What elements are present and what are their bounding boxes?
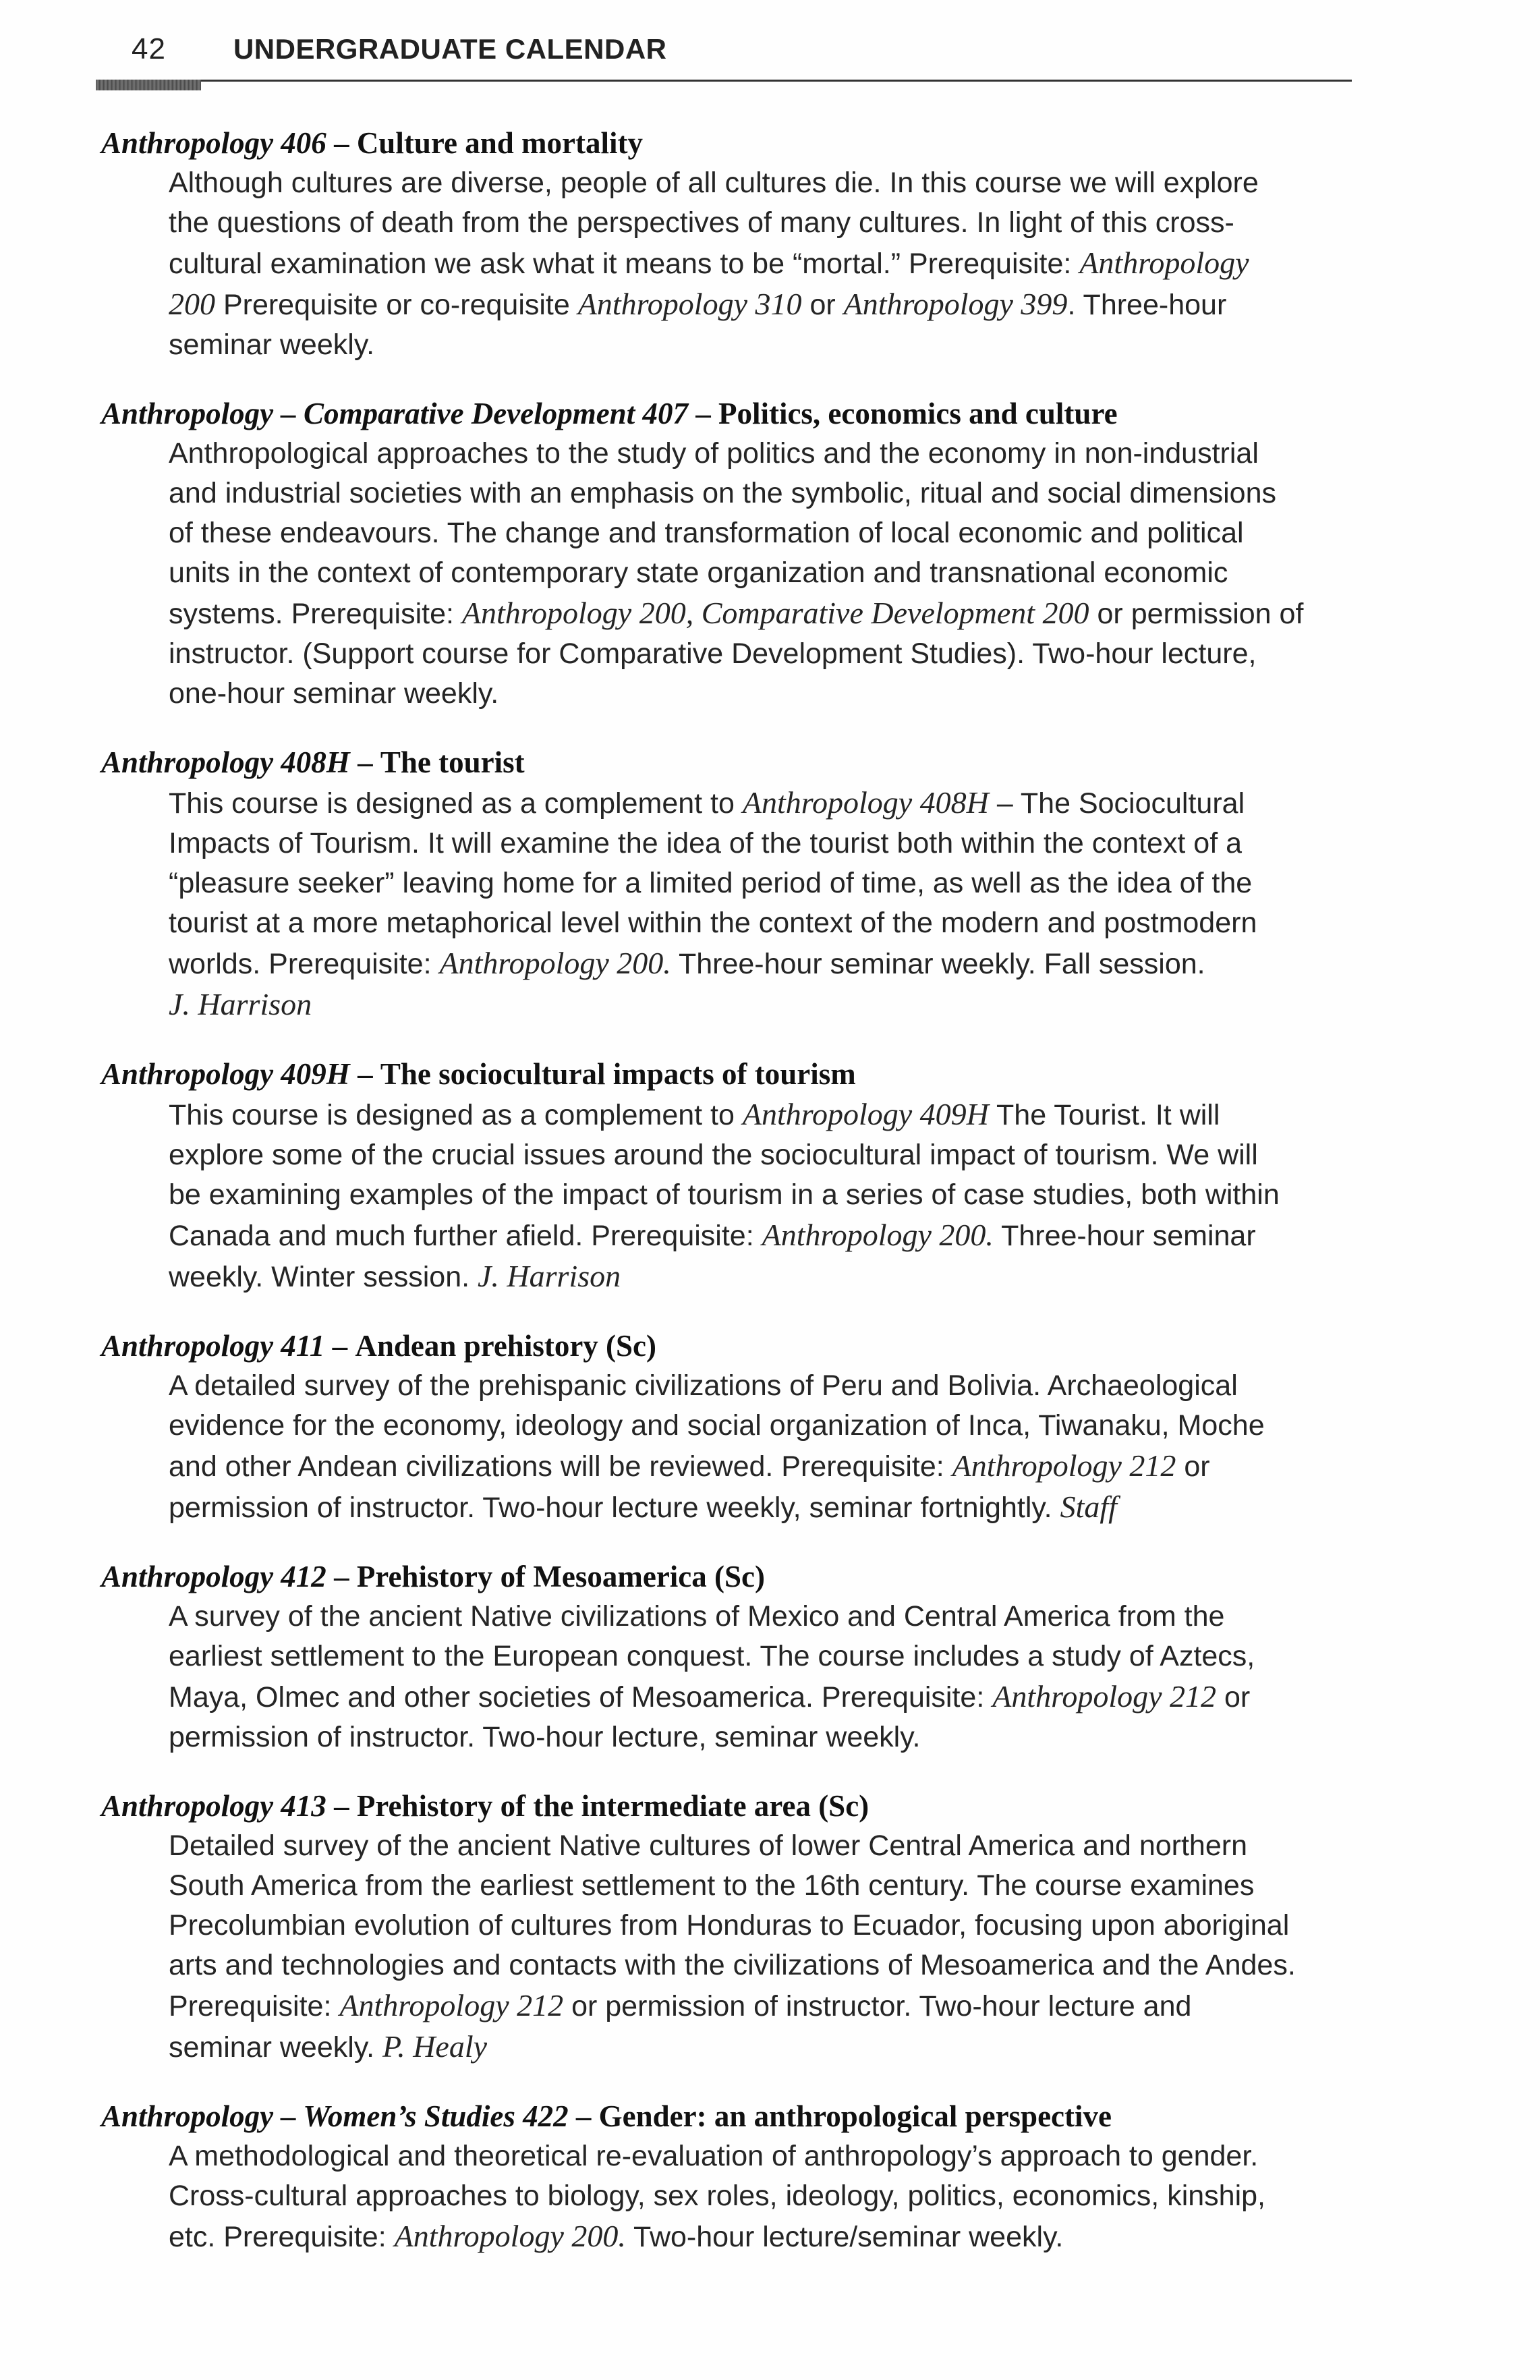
description-text: evidence for the economy, ideology and social organization of Inca, Tiwanaku, Moche <box>169 1409 1265 1442</box>
course-description <box>169 1826 1363 2068</box>
description-text: Three-hour seminar <box>993 1220 1256 1252</box>
description-text: Two-hour lecture/seminar weekly. <box>625 2221 1064 2253</box>
description-line <box>169 325 1363 365</box>
description-text: explore some of the crucial issues around the sociocultural impact of tourism. We will <box>169 1139 1258 1171</box>
course-dash: – <box>332 1329 348 1363</box>
description-text: A detailed survey of the prehispanic civilizations of Peru and Bolivia. Archaeological <box>169 1369 1238 1402</box>
description-line <box>169 2027 1363 2068</box>
description-text: or <box>1216 1681 1251 1713</box>
description-text: Precolumbian evolution of cultures from Honduras to Ecuador, focusing upon aboriginal <box>169 1909 1290 1942</box>
description-line <box>169 474 1363 513</box>
description-text: Prerequisite or co-requisite <box>215 289 578 321</box>
description-text: This course is designed as a complement to <box>169 787 743 820</box>
course-title: Prehistory of the intermediate area (Sc) <box>356 1789 869 1823</box>
description-line <box>169 1175 1363 1215</box>
course-heading <box>101 1054 1363 1094</box>
italic-reference: Anthropology 399 <box>843 287 1068 321</box>
course-heading <box>101 123 1363 163</box>
description-text: permission of instructor. Two-hour lecture, seminar weekly. <box>169 1721 921 1753</box>
course-dash: – <box>358 745 373 779</box>
description-text: – The Sociocultural <box>988 787 1245 820</box>
description-text: A methodological and theoretical re-evaluation of anthropology’s approach to gender. <box>169 2140 1259 2172</box>
description-text: the questions of death from the perspectives of many cultures. In light of this cross- <box>169 206 1234 239</box>
description-text: or <box>1176 1450 1210 1483</box>
description-text: Although cultures are diverse, people of all cultures die. In this course we will explore <box>169 167 1259 199</box>
course-code: Anthropology – Comparative Development 407 <box>101 397 688 430</box>
running-title: UNDERGRADUATE CALENDAR <box>233 33 667 65</box>
course-entry <box>101 1556 1363 1757</box>
header-rule <box>96 80 1352 82</box>
course-heading <box>101 393 1363 434</box>
course-title: Politics, economics and culture <box>718 397 1118 430</box>
description-text: one-hour seminar weekly. <box>169 677 499 710</box>
description-line <box>169 513 1363 553</box>
course-description <box>169 2136 1363 2257</box>
description-line <box>169 1256 1363 1297</box>
description-line <box>169 2176 1363 2216</box>
course-entry <box>101 393 1363 714</box>
course-description <box>169 1597 1363 1757</box>
italic-reference: 200 <box>169 287 215 321</box>
course-code: Anthropology 412 <box>101 1560 326 1593</box>
description-line <box>169 634 1363 674</box>
description-text: systems. Prerequisite: <box>169 598 462 630</box>
course-dash: – <box>575 2099 592 2133</box>
description-text: A survey of the ancient Native civilizations of Mexico and Central America from the <box>169 1600 1225 1633</box>
course-description <box>169 434 1363 714</box>
italic-reference: Anthropology <box>1079 246 1249 280</box>
description-line <box>169 1718 1363 1757</box>
course-entry <box>101 123 1363 365</box>
description-line <box>169 593 1363 634</box>
description-line <box>169 243 1363 284</box>
description-line <box>169 943 1363 984</box>
description-text: of these endeavours. The change and transformation of local economic and political <box>169 517 1244 549</box>
description-text: “pleasure seeker” leaving home for a limited period of time, as well as the idea of the <box>169 867 1253 899</box>
description-line <box>169 783 1363 824</box>
description-text: Anthropological approaches to the study of politics and the economy in non-industrial <box>169 437 1259 470</box>
italic-reference: J. Harrison <box>169 987 312 1021</box>
course-code: Anthropology 413 <box>101 1789 326 1823</box>
course-entry <box>101 1054 1363 1297</box>
course-description <box>169 783 1363 1025</box>
course-description <box>169 1094 1363 1297</box>
course-heading <box>101 742 1363 783</box>
course-list <box>101 123 1363 2286</box>
course-entry <box>101 1786 1363 2068</box>
italic-reference: Anthropology 409H <box>742 1097 989 1131</box>
description-line <box>169 2136 1363 2176</box>
course-code: Anthropology – Women’s Studies 422 <box>101 2099 569 2133</box>
description-line <box>169 863 1363 903</box>
header-rule-tab <box>96 80 201 90</box>
course-title: The tourist <box>380 745 525 779</box>
description-text: and other Andean civilizations will be reviewed. Prerequisite: <box>169 1450 952 1483</box>
description-line <box>169 1135 1363 1175</box>
description-text: earliest settlement to the European conquest. The course includes a study of Aztecs, <box>169 1640 1255 1672</box>
course-title: Gender: an anthropological perspective <box>598 2099 1112 2133</box>
description-text: Three-hour seminar weekly. Fall session. <box>671 948 1205 980</box>
course-code: Anthropology 411 <box>101 1329 325 1363</box>
description-text: . Three-hour <box>1067 289 1227 321</box>
description-line <box>169 203 1363 243</box>
course-heading <box>101 1326 1363 1366</box>
description-text: be examining examples of the impact of tourism in a series of case studies, both within <box>169 1179 1280 1211</box>
course-heading <box>101 1556 1363 1597</box>
course-entry <box>101 2096 1363 2257</box>
description-text: South America from the earliest settlement to the 16th century. The course examines <box>169 1869 1255 1902</box>
description-line <box>169 1446 1363 1487</box>
description-text: or <box>801 289 844 321</box>
description-text: cultural examination we ask what it means to be “mortal.” Prerequisite: <box>169 248 1080 280</box>
italic-reference: Anthropology 212 <box>952 1448 1176 1483</box>
description-line <box>169 1826 1363 1866</box>
description-line <box>169 824 1363 863</box>
description-text: The Tourist. It will <box>988 1099 1220 1131</box>
description-line <box>169 1487 1363 1528</box>
description-text: etc. Prerequisite: <box>169 2221 395 2253</box>
description-text: Cross-cultural approaches to biology, sex roles, ideology, politics, economics, kinship, <box>169 2180 1266 2212</box>
italic-reference: Staff <box>1060 1490 1117 1524</box>
course-dash: – <box>695 397 711 430</box>
course-code: Anthropology 408H <box>101 745 350 779</box>
description-line <box>169 1676 1363 1718</box>
description-text: seminar weekly. <box>169 2031 383 2064</box>
course-dash: – <box>334 126 349 160</box>
course-title: Andean prehistory (Sc) <box>355 1329 657 1363</box>
description-text: This course is designed as a complement to <box>169 1099 743 1131</box>
description-line <box>169 903 1363 943</box>
description-text: instructor. (Support course for Comparative Development Studies). Two-hour lecture, <box>169 638 1257 670</box>
course-dash: – <box>334 1560 349 1593</box>
description-line <box>169 1866 1363 1906</box>
description-text: arts and technologies and contacts with the civilizations of Mesoamerica and the Andes. <box>169 1949 1296 1981</box>
description-line <box>169 284 1363 325</box>
italic-reference: Anthropology 408H <box>742 785 989 820</box>
description-line <box>169 2216 1363 2257</box>
italic-reference: Anthropology 200. <box>439 946 671 980</box>
course-heading <box>101 1786 1363 1826</box>
description-line <box>169 1406 1363 1446</box>
description-line <box>169 163 1363 203</box>
description-line <box>169 984 1363 1025</box>
description-text: Maya, Olmec and other societies of Mesoamerica. Prerequisite: <box>169 1681 993 1713</box>
description-line <box>169 1985 1363 2027</box>
italic-reference: Anthropology 200, Comparative Development 200 <box>461 596 1089 630</box>
italic-reference: Anthropology 200. <box>762 1218 994 1252</box>
description-text: or permission of instructor. Two-hour lecture and <box>563 1990 1192 2022</box>
italic-reference: P. Healy <box>382 2029 488 2064</box>
course-title: Culture and mortality <box>356 126 643 160</box>
description-text: weekly. Winter session. <box>169 1261 478 1293</box>
description-text: Impacts of Tourism. It will examine the idea of the tourist both within the context of a <box>169 827 1242 859</box>
description-text: permission of instructor. Two-hour lecture weekly, seminar fortnightly. <box>169 1492 1060 1524</box>
course-code: Anthropology 409H <box>101 1057 350 1091</box>
description-text: and industrial societies with an emphasis on the symbolic, ritual and social dimensions <box>169 477 1276 509</box>
description-text: units in the context of contemporary state organization and transnational economic <box>169 557 1228 589</box>
course-entry <box>101 1326 1363 1528</box>
course-title: Prehistory of Mesoamerica (Sc) <box>356 1560 766 1593</box>
description-text: or permission of <box>1089 598 1304 630</box>
course-code: Anthropology 406 <box>101 126 326 160</box>
description-text: Canada and much further afield. Prerequisite: <box>169 1220 762 1252</box>
description-text: Detailed survey of the ancient Native cultures of lower Central America and northern <box>169 1830 1247 1862</box>
course-description <box>169 1366 1363 1528</box>
description-text: tourist at a more metaphorical level within the context of the modern and postmodern <box>169 907 1257 939</box>
page-header <box>132 32 667 80</box>
description-line <box>169 1215 1363 1256</box>
course-heading <box>101 2096 1363 2136</box>
description-line <box>169 1637 1363 1676</box>
page-number: 42 <box>132 32 166 65</box>
course-entry <box>101 742 1363 1025</box>
italic-reference: Anthropology 200. <box>394 2219 626 2253</box>
description-line <box>169 1906 1363 1946</box>
description-line <box>169 1094 1363 1135</box>
course-title: The sociocultural impacts of tourism <box>380 1057 856 1091</box>
course-dash: – <box>358 1057 373 1091</box>
description-line <box>169 1366 1363 1406</box>
description-line <box>169 434 1363 474</box>
italic-reference: Anthropology 212 <box>339 1988 564 2022</box>
course-dash: – <box>334 1789 349 1823</box>
italic-reference: Anthropology 310 <box>577 287 802 321</box>
description-text: seminar weekly. <box>169 329 375 361</box>
description-text: Prerequisite: <box>169 1990 340 2022</box>
italic-reference: J. Harrison <box>478 1259 621 1293</box>
description-text: worlds. Prerequisite: <box>169 948 440 980</box>
description-line <box>169 1597 1363 1637</box>
course-description <box>169 163 1363 365</box>
description-line <box>169 553 1363 593</box>
description-line <box>169 1946 1363 1985</box>
description-line <box>169 674 1363 714</box>
italic-reference: Anthropology 212 <box>992 1679 1217 1713</box>
